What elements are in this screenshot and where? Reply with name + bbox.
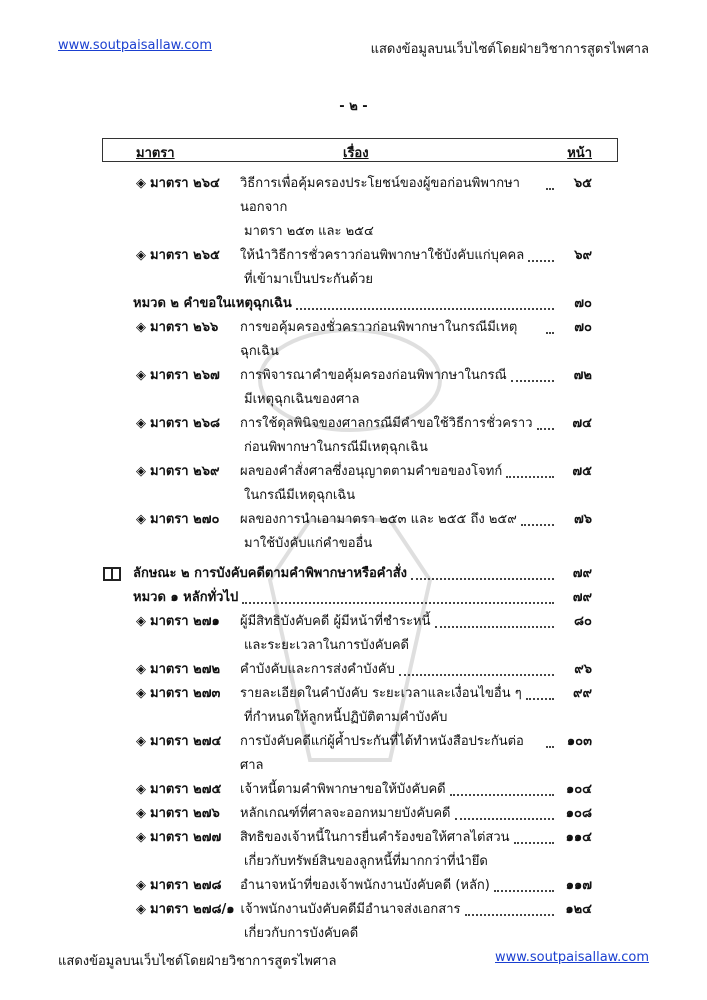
- leader-dots: [506, 460, 554, 478]
- entry-page: ๗๔: [572, 416, 592, 431]
- diamond-bullet-icon: ◈: [136, 878, 146, 893]
- diamond-bullet-icon: ◈: [136, 614, 146, 629]
- entry-page: ๑๑๗: [565, 878, 592, 893]
- toc-entry[interactable]: [0, 826, 707, 850]
- section-number: มาตรา ๒๗๖: [150, 806, 220, 821]
- diamond-bullet-icon: ◈: [136, 368, 146, 383]
- toc-entry-continuation: [0, 388, 707, 412]
- diamond-bullet-icon: ◈: [136, 416, 146, 431]
- header-subject-col: เรื่อง: [343, 146, 369, 161]
- entry-title-continuation: ในกรณีมีเหตุฉุกเฉิน: [244, 488, 356, 503]
- leader-dots: [537, 412, 555, 430]
- entry-page: ๙๖: [574, 662, 592, 677]
- section-label: [136, 172, 240, 196]
- section-number: มาตรา ๒๗๗: [150, 830, 222, 845]
- entry-page: ๖๙: [574, 248, 592, 263]
- leader-dots: [528, 244, 554, 262]
- section-number: มาตรา ๒๖๔: [150, 176, 220, 191]
- entry-page: ๖๕: [573, 176, 592, 191]
- leader-dots: [511, 364, 554, 382]
- entry-title-continuation: ก่อนพิพากษาในกรณีมีเหตุฉุกเฉิน: [244, 440, 428, 455]
- leader-dots: [399, 658, 554, 676]
- entry-title: การใช้ดุลพินิจของศาลกรณีมีคำขอใช้วิธีการชั่วคราว: [240, 416, 533, 431]
- entry-title: ลักษณะ ๒ การบังคับคดีตามคำพิพากษาหรือคำสั่ง: [133, 566, 408, 581]
- section-number: มาตรา ๒๗๐: [150, 512, 220, 527]
- diamond-bullet-icon: ◈: [136, 662, 146, 677]
- table-of-contents: [0, 172, 707, 946]
- entry-page: ๗๐: [574, 320, 592, 335]
- entry-page: ๑๐๔: [565, 782, 592, 797]
- diamond-bullet-icon: ◈: [136, 782, 146, 797]
- entry-page: ๘๐: [574, 614, 592, 629]
- entry-page: ๙๙: [572, 686, 592, 701]
- entry-title: ผลของการนำเอามาตรา ๒๕๓ และ ๒๕๕ ถึง ๒๕๙: [240, 512, 517, 527]
- toc-entry-continuation: [0, 922, 707, 946]
- leader-dots: [435, 610, 555, 628]
- entry-page: ๗๐: [574, 296, 592, 311]
- diamond-bullet-icon: ◈: [136, 464, 146, 479]
- book-icon: [103, 567, 121, 581]
- entry-title-continuation: ที่เข้ามาเป็นประกันด้วย: [244, 272, 373, 287]
- toc-entry[interactable]: [0, 586, 707, 610]
- entry-title: หลักเกณฑ์ที่ศาลจะออกหมายบังคับคดี: [240, 806, 451, 821]
- entry-title: วิธีการเพื่อคุ้มครองประโยชน์ของผู้ขอก่อนพิพากษานอกจาก: [240, 176, 520, 215]
- toc-entry-continuation: [0, 220, 707, 244]
- header-caption: แสดงข้อมูลบนเว็บไซต์โดยฝ่ายวิชาการสูตรไพศาล: [370, 42, 649, 57]
- diamond-bullet-icon: ◈: [136, 806, 146, 821]
- entry-title: ผู้มีสิทธิบังคับคดี ผู้มีหน้าที่ชำระหนี้: [240, 614, 431, 629]
- entry-title: รายละเอียดในคำบังคับ ระยะเวลาและเงื่อนไขอื่น ๆ: [240, 686, 522, 701]
- footer-site-link[interactable]: www.soutpaisallaw.com: [495, 950, 649, 965]
- toc-entry[interactable]: [0, 316, 707, 364]
- section-number: มาตรา ๒๖๕: [150, 248, 220, 263]
- section-number: มาตรา ๒๖๙: [150, 464, 220, 479]
- toc-entry[interactable]: [0, 682, 707, 706]
- leader-dots: [242, 586, 554, 604]
- header-section-col: มาตรา: [136, 146, 175, 161]
- toc-entry[interactable]: [0, 460, 707, 484]
- diamond-bullet-icon: ◈: [136, 176, 146, 191]
- section-label: [136, 244, 240, 268]
- toc-entry[interactable]: [0, 898, 707, 922]
- section-label: [136, 316, 240, 340]
- toc-entry[interactable]: [0, 874, 707, 898]
- diamond-bullet-icon: ◈: [136, 734, 146, 749]
- section-label: [136, 364, 240, 388]
- toc-entry-continuation: [0, 436, 707, 460]
- section-label: [136, 730, 240, 754]
- entry-title: อำนาจหน้าที่ของเจ้าพนักงานบังคับคดี (หลัก): [240, 878, 490, 893]
- section-label: [136, 658, 240, 682]
- section-number: มาตรา ๒๗๓: [150, 686, 221, 701]
- entry-title-continuation: และระยะเวลาในการบังคับคดี: [244, 638, 409, 653]
- diamond-bullet-icon: ◈: [136, 248, 146, 263]
- entry-title: หมวด ๒ คำขอในเหตุฉุกเฉิน: [133, 296, 292, 311]
- toc-entry[interactable]: [0, 172, 707, 220]
- section-number: มาตรา ๒๖๖: [150, 320, 219, 335]
- section-label: [136, 610, 240, 634]
- entry-title-continuation: ที่กำหนดให้ลูกหนี้ปฏิบัติตามคำบังคับ: [244, 710, 448, 725]
- section-label: [136, 874, 240, 898]
- entry-title: ให้นำวิธีการชั่วคราวก่อนพิพากษาใช้บังคับแก่บุคคล: [240, 248, 525, 263]
- toc-entry[interactable]: [0, 778, 707, 802]
- table-header: [102, 138, 618, 162]
- header-page-col: หน้า: [567, 146, 592, 161]
- entry-title: เจ้าพนักงานบังคับคดีมีอำนาจส่งเอกสาร: [240, 902, 461, 917]
- toc-entry[interactable]: [0, 244, 707, 268]
- entry-title-continuation: เกี่ยวกับทรัพย์สินของลูกหนี้ที่มากกว่าที่นำยึด: [244, 854, 488, 869]
- toc-entry[interactable]: [0, 730, 707, 778]
- entry-title: การบังคับคดีแก่ผู้ค้ำประกันที่ได้ทำหนังสือประกันต่อศาล: [240, 734, 524, 773]
- footer-caption: แสดงข้อมูลบนเว็บไซต์โดยฝ่ายวิชาการสูตรไพศาล: [58, 954, 337, 969]
- entry-page: ๗๒: [573, 368, 592, 383]
- toc-entry-continuation: [0, 532, 707, 556]
- entry-title: การพิจารณาคำขอคุ้มครองก่อนพิพากษาในกรณี: [240, 368, 507, 383]
- leader-dots: [521, 508, 554, 526]
- toc-entry[interactable]: [0, 562, 707, 586]
- entry-title: คำบังคับและการส่งคำบังคับ: [240, 662, 395, 677]
- section-number: มาตรา ๒๖๗: [150, 368, 220, 383]
- leader-dots: [494, 874, 554, 892]
- entry-page: ๗๙: [572, 590, 592, 605]
- leader-dots: [546, 730, 554, 748]
- toc-entry-continuation: [0, 268, 707, 292]
- leader-dots: [546, 172, 554, 190]
- entry-title-continuation: มาใช้บังคับแก่คำขออื่น: [244, 536, 373, 551]
- entry-page: ๑๒๔: [565, 902, 592, 917]
- section-label: [136, 412, 240, 436]
- toc-entry[interactable]: [0, 610, 707, 634]
- toc-entry[interactable]: [0, 802, 707, 826]
- toc-entry[interactable]: [0, 412, 707, 436]
- diamond-bullet-icon: ◈: [136, 320, 146, 335]
- section-label: [136, 460, 240, 484]
- section-number: มาตรา ๒๗๔: [150, 734, 222, 749]
- diamond-bullet-icon: ◈: [136, 830, 146, 845]
- entry-page: ๑๐๘: [565, 806, 592, 821]
- section-label: [136, 898, 241, 922]
- entry-page: ๗๕: [572, 464, 592, 479]
- leader-dots: [296, 292, 554, 310]
- entry-title: เจ้าหนี้ตามคำพิพากษาขอให้บังคับคดี: [240, 782, 446, 797]
- entry-page: ๗๖: [573, 512, 592, 527]
- diamond-bullet-icon: ◈: [136, 686, 146, 701]
- section-number: มาตรา ๒๗๕: [150, 782, 222, 797]
- entry-title: การขอคุ้มครองชั่วคราวก่อนพิพากษาในกรณีมีเหตุฉุกเฉิน: [240, 320, 518, 359]
- leader-dots: [514, 826, 554, 844]
- entry-page: ๑๐๓: [566, 734, 592, 749]
- section-number: มาตรา ๒๗๒: [150, 662, 221, 677]
- toc-entry-continuation: [0, 706, 707, 730]
- entry-title: ผลของคำสั่งศาลซึ่งอนุญาตตามคำขอของโจทก์: [240, 464, 503, 479]
- leader-dots: [450, 778, 554, 796]
- page-number: - ๒ -: [339, 99, 368, 114]
- entry-title-continuation: เกี่ยวกับการบังคับคดี: [244, 926, 359, 941]
- diamond-bullet-icon: ◈: [136, 902, 146, 917]
- entry-title-continuation: มาตรา ๒๕๓ และ ๒๕๔: [244, 224, 374, 239]
- toc-entry[interactable]: [0, 658, 707, 682]
- section-number: มาตรา ๒๗๑: [150, 614, 220, 629]
- entry-page: ๑๑๔: [565, 830, 592, 845]
- section-label: [136, 682, 240, 706]
- section-label: [136, 826, 240, 850]
- section-number: มาตรา ๒๖๘: [150, 416, 220, 431]
- toc-entry-continuation: [0, 850, 707, 874]
- entry-title: สิทธิของเจ้าหนี้ในการยื่นคำร้องขอให้ศาลไต่สวน: [240, 830, 510, 845]
- leader-dots: [465, 898, 554, 916]
- header-site-link[interactable]: www.soutpaisallaw.com: [58, 38, 212, 53]
- section-label: [136, 802, 240, 826]
- section-label: [136, 778, 240, 802]
- toc-entry-continuation: [0, 634, 707, 658]
- toc-entry[interactable]: [0, 508, 707, 532]
- toc-entry-continuation: [0, 484, 707, 508]
- leader-dots: [526, 682, 554, 700]
- toc-entry[interactable]: [0, 364, 707, 388]
- section-number: มาตรา ๒๗๘: [150, 878, 222, 893]
- diamond-bullet-icon: ◈: [136, 512, 146, 527]
- section-number: มาตรา ๒๗๘/๑: [150, 902, 235, 917]
- leader-dots: [411, 562, 554, 580]
- entry-title: หมวด ๑ หลักทั่วไป: [133, 590, 239, 605]
- leader-dots: [546, 316, 554, 334]
- section-label: [136, 508, 240, 532]
- entry-title-continuation: มีเหตุฉุกเฉินของศาล: [244, 392, 360, 407]
- toc-entry[interactable]: [0, 292, 707, 316]
- entry-page: ๗๙: [572, 566, 592, 581]
- leader-dots: [455, 802, 555, 820]
